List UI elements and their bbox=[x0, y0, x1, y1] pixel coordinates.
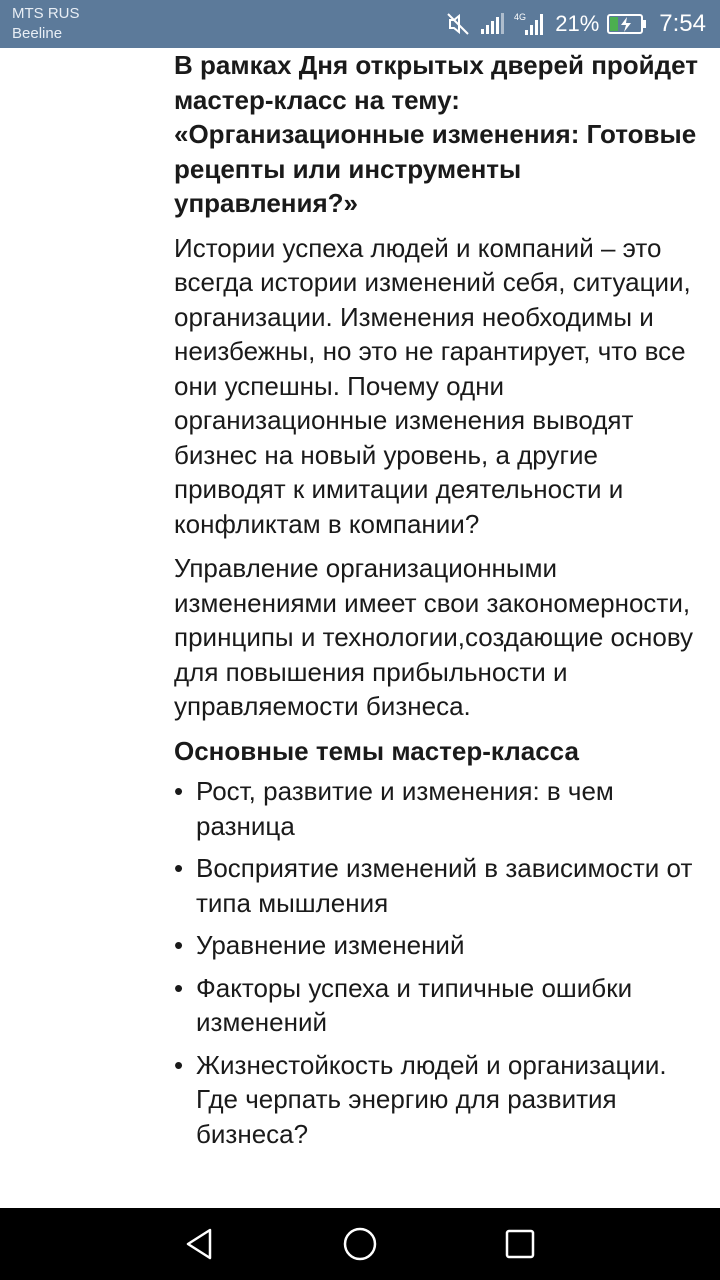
list-item bbox=[174, 774, 704, 843]
article-content bbox=[174, 48, 704, 1208]
status-bar bbox=[0, 0, 720, 48]
list-item bbox=[174, 928, 704, 963]
list-item-text: Восприятие изменений в зависимости от типа мышления bbox=[196, 853, 693, 918]
mute-icon bbox=[445, 11, 471, 37]
list-item-text: Рост, развитие и изменения: в чем разница bbox=[196, 776, 614, 841]
list-item-text: Уравнение изменений bbox=[196, 930, 465, 960]
battery-charging-icon bbox=[607, 13, 647, 35]
list-item-text: Факторы успеха и типичные ошибки изменений bbox=[196, 972, 633, 1037]
bullet: • bbox=[174, 776, 184, 806]
status-icons bbox=[445, 0, 706, 48]
clock: 7:54 bbox=[659, 10, 706, 37]
list-item-text: Жизнестойкость людей и организации. Где черпать энергию для развития бизнеса? bbox=[196, 1049, 667, 1149]
network-type-label: 4G bbox=[514, 12, 527, 22]
article-paragraph-1: Истории успеха людей и компаний – это всегда истории изменений себя, ситуации, организации. Изменения необходимы и неизбежны, но это не гарантирует, что все они успешны. Почему одни организационные изменения выводят бизнес на новый уровень, а другие приводят к имитации деятельности и конфликтам в компании? bbox=[174, 232, 691, 539]
topics-list bbox=[174, 774, 704, 1151]
carrier-info bbox=[12, 4, 80, 44]
topics-heading: Основные темы мастер-класса bbox=[174, 735, 579, 766]
carrier-secondary: Beeline bbox=[12, 25, 63, 42]
list-item bbox=[174, 1048, 704, 1152]
back-button[interactable] bbox=[180, 1224, 220, 1264]
list-item bbox=[174, 971, 704, 1040]
carrier-primary: MTS RUS bbox=[12, 5, 80, 22]
signal-4g-icon bbox=[513, 11, 547, 37]
recents-button[interactable] bbox=[500, 1224, 540, 1264]
bullet: • bbox=[174, 853, 184, 883]
bullet: • bbox=[174, 1049, 184, 1080]
navigation-bar bbox=[0, 1208, 720, 1280]
recents-icon bbox=[503, 1227, 537, 1261]
back-icon bbox=[182, 1226, 218, 1262]
bullet: • bbox=[174, 972, 184, 1003]
article-paragraph-2: Управление организационными изменениями имеет свои закономерности, принципы и технологии,создающие основу для повышения прибыльности и управляемости бизнеса. bbox=[174, 553, 694, 721]
bullet: • bbox=[174, 930, 184, 960]
article-heading: В рамках Дня открытых дверей пройдет мастер-класс на тему: «Организационные изменения: Готовые рецепты или инструменты управления?» bbox=[174, 50, 698, 218]
list-item bbox=[174, 851, 704, 920]
home-button[interactable] bbox=[340, 1224, 380, 1264]
battery-percent: 21% bbox=[555, 11, 600, 36]
signal-icon bbox=[479, 12, 505, 36]
home-icon bbox=[341, 1225, 379, 1263]
